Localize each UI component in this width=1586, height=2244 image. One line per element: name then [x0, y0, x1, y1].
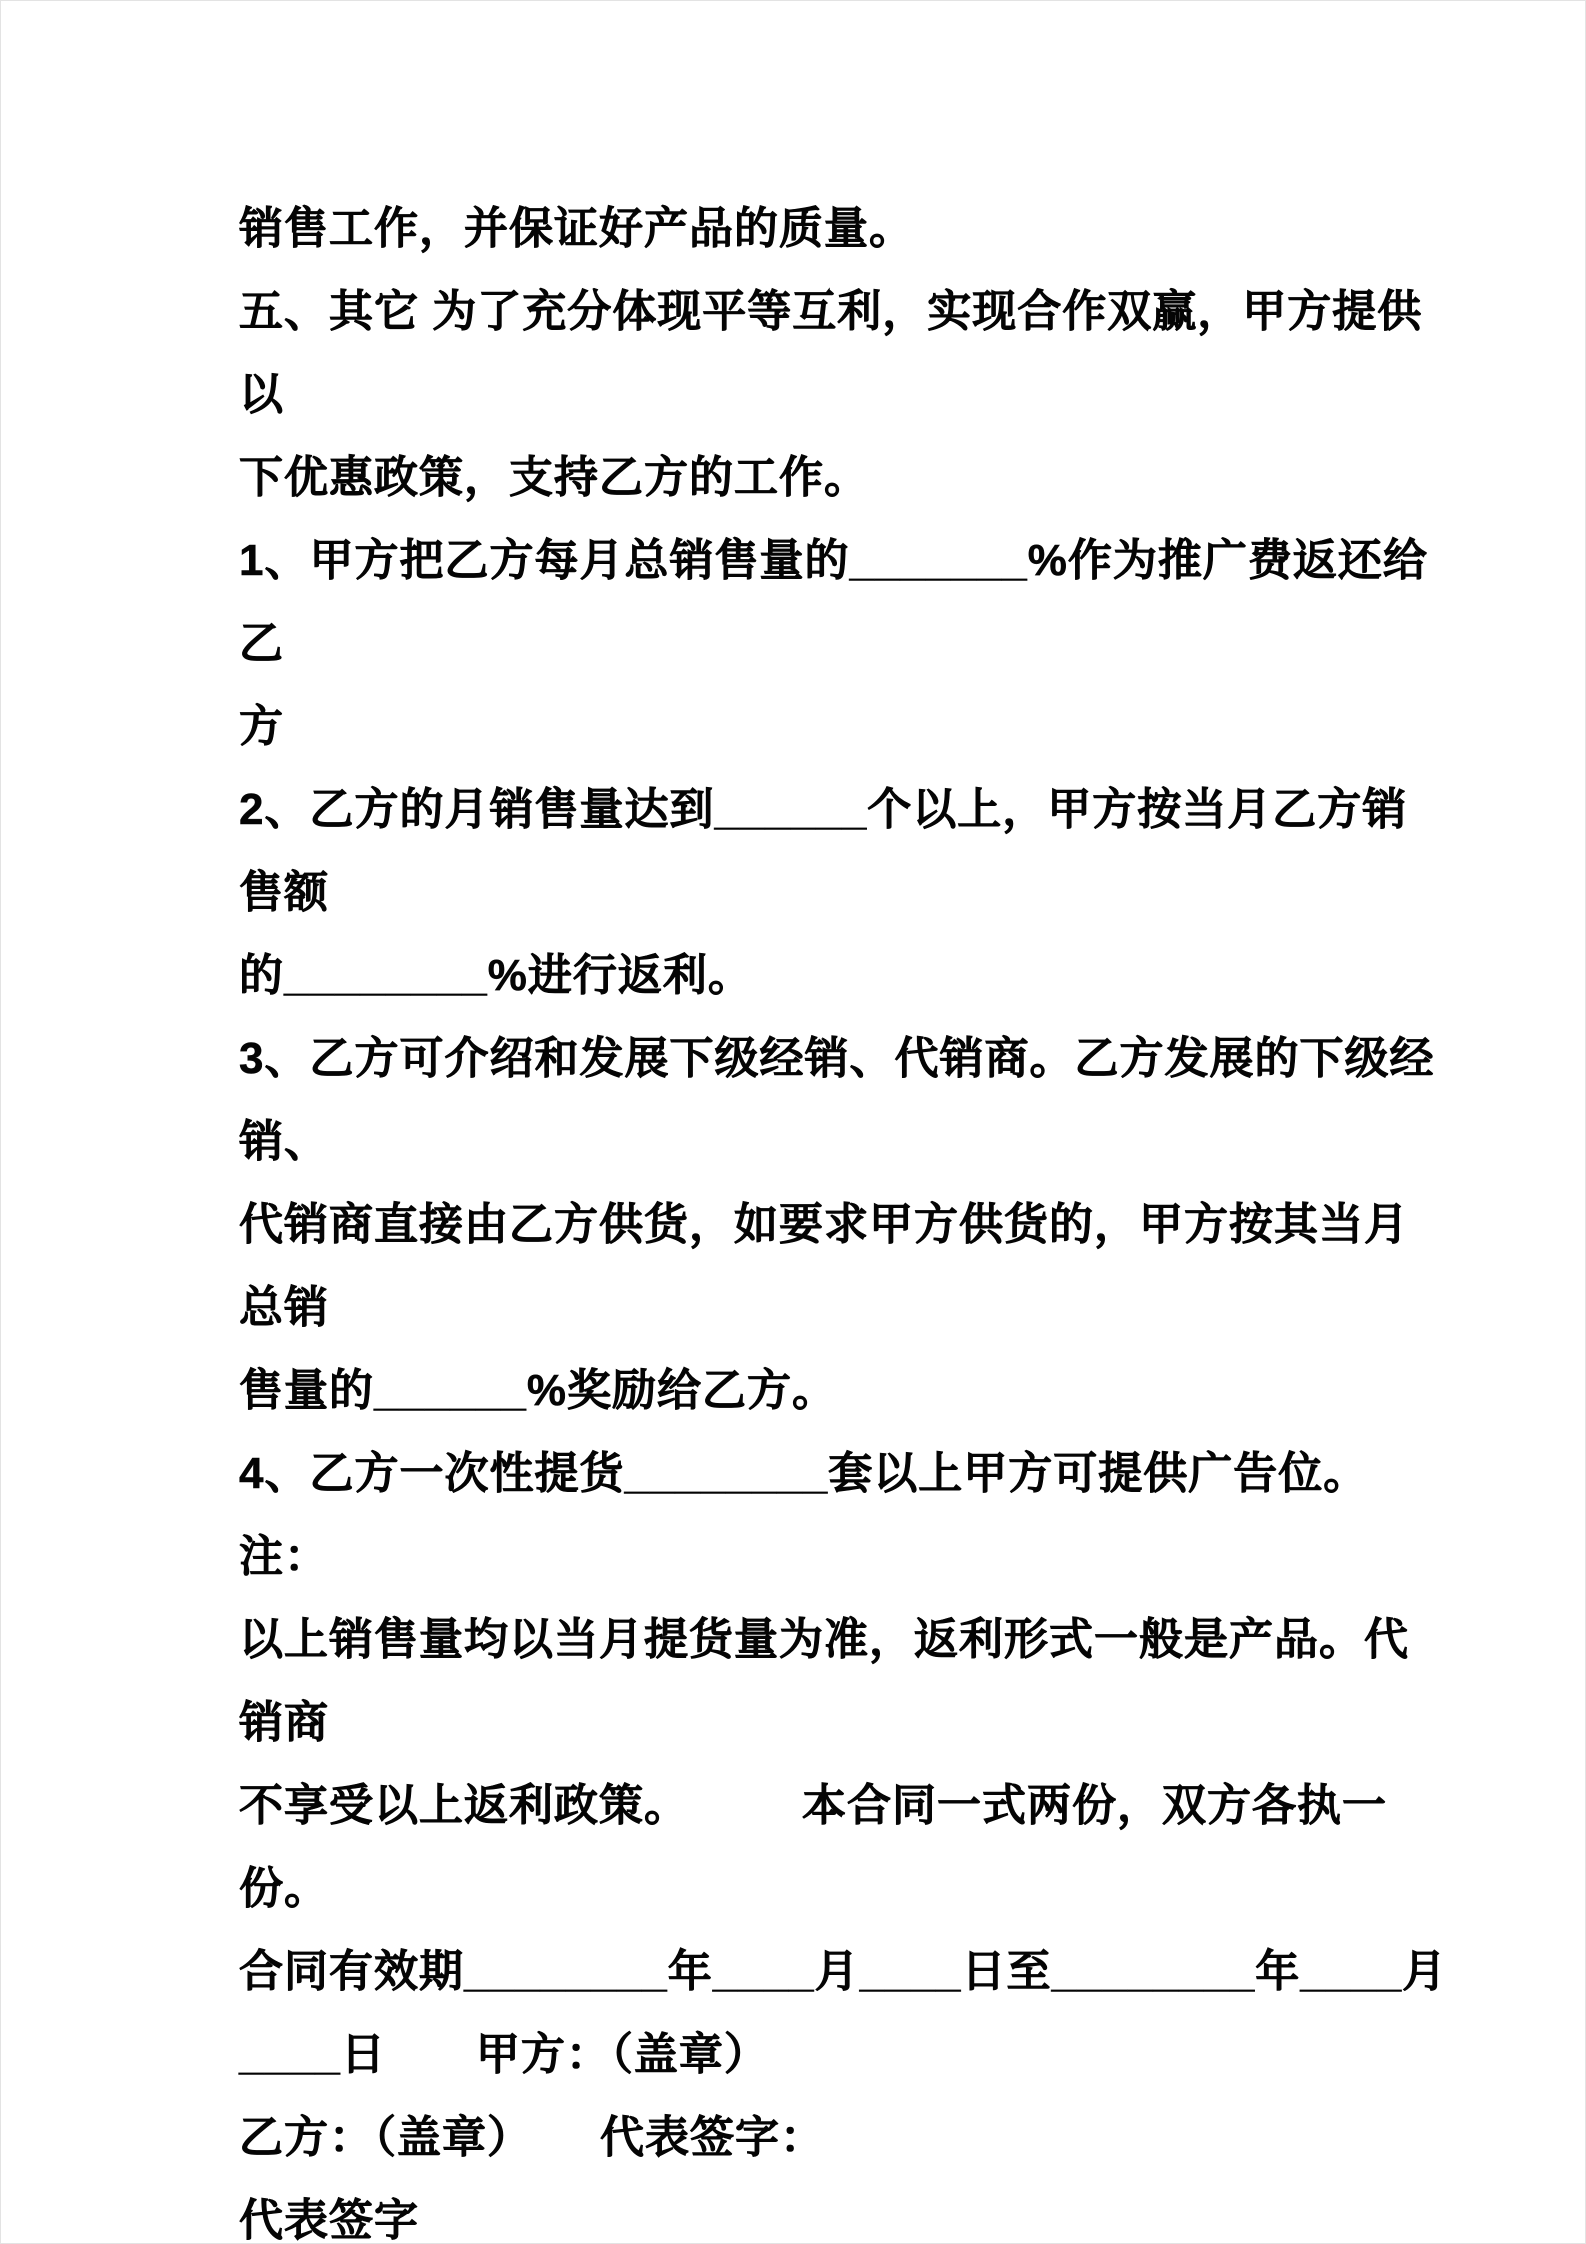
- text-line: ____日 甲方：（盖章）: [239, 2030, 769, 2079]
- text-line: 五、其它 为了充分体现平等互利，实现合作双赢，甲方提供以: [239, 287, 1423, 419]
- text-line: 4、乙方一次性提货________套以上甲方可提供广告位。 注：: [239, 1449, 1482, 1581]
- text-line: 合同有效期________年____月____日至________年____月: [239, 1947, 1448, 1996]
- text-line: 乙方：（盖章） 代表签字：: [239, 2113, 825, 2162]
- text-line: 不享受以上返利政策。 本合同一式两份，双方各执一份。: [239, 1781, 1387, 1913]
- text-line: 的________%进行返利。: [239, 951, 753, 1000]
- text-line: 1、甲方把乙方每月总销售量的_______%作为推广费返还给乙: [239, 536, 1428, 668]
- text-line: 3、乙方可介绍和发展下级经销、代销商。乙方发展的下级经销、: [239, 1034, 1435, 1166]
- document-body: [239, 187, 1482, 2244]
- text-line: 下优惠政策，支持乙方的工作。: [239, 453, 869, 502]
- text-line: 代表签字: [239, 2196, 419, 2244]
- text-line: 方: [239, 702, 284, 751]
- text-line: 售量的______%奖励给乙方。: [239, 1366, 837, 1415]
- text-line: 销售工作，并保证好产品的质量。: [239, 204, 914, 253]
- text-line: 代销商直接由乙方供货，如要求甲方供货的，甲方按其当月总销: [239, 1200, 1409, 1332]
- text-line: 2、乙方的月销售量达到______个以上，甲方按当月乙方销售额: [239, 785, 1408, 917]
- text-line: 以上销售量均以当月提货量为准，返利形式一般是产品。代销商: [239, 1615, 1409, 1747]
